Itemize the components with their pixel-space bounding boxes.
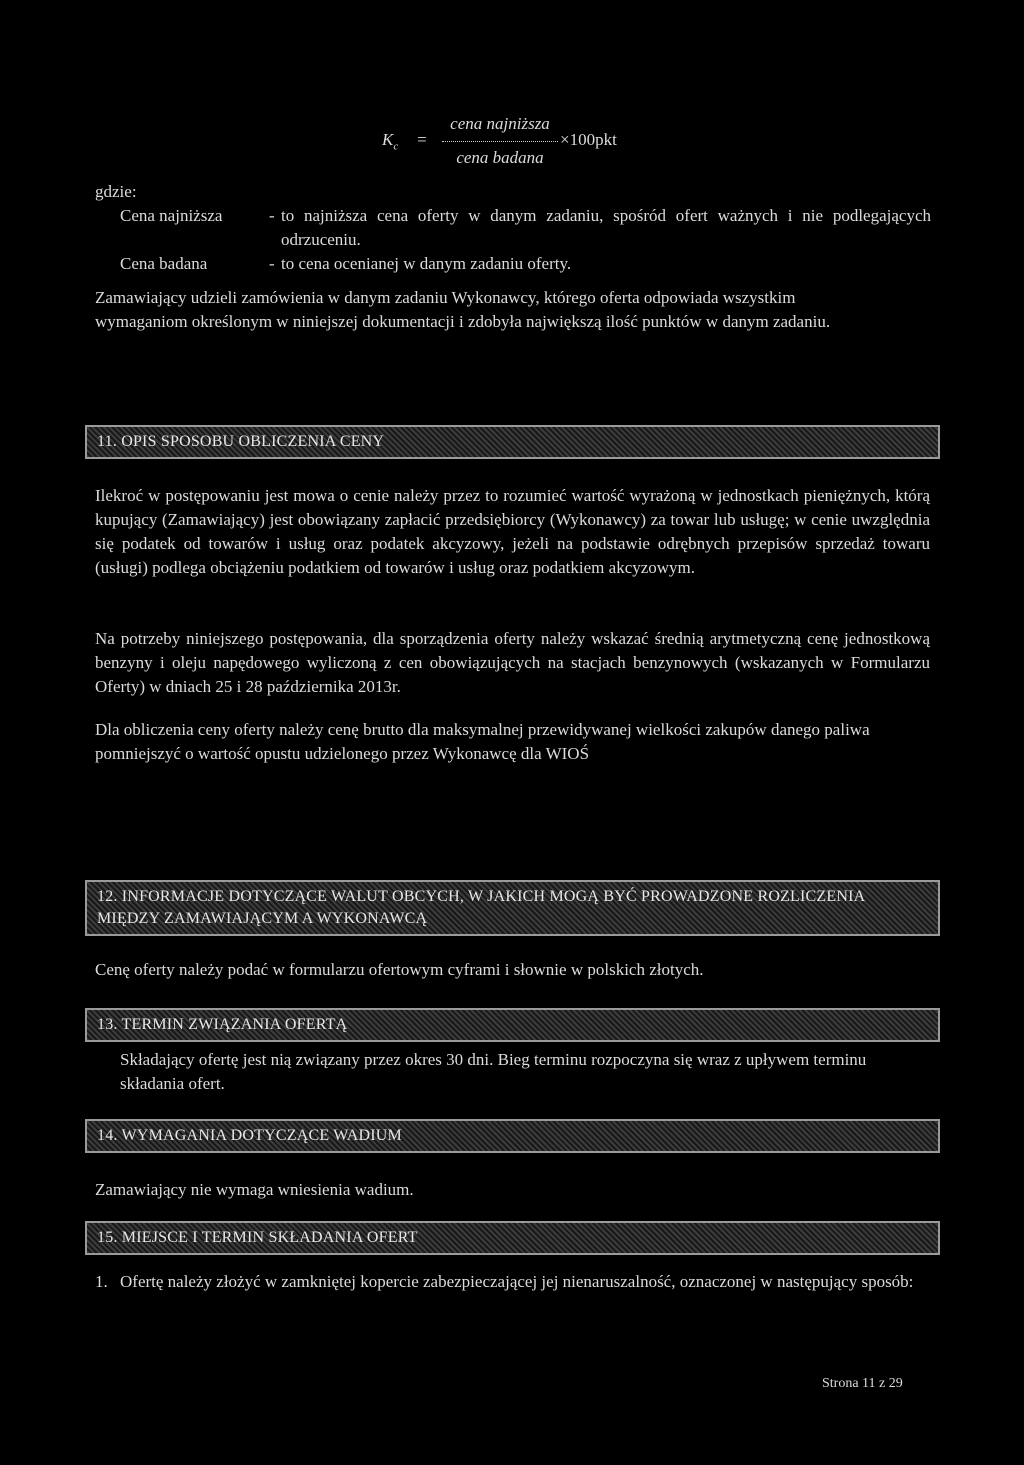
section-12-paragraph: Cenę oferty należy podać w formularzu ofertowym cyframi i słownie w polskich złotych. bbox=[95, 960, 704, 979]
list-item-text: Ofertę należy złożyć w zamkniętej kopercie zabezpieczającej jej nienaruszalność, oznaczonej w następujący sposób: bbox=[120, 1272, 914, 1291]
formula-multiplier: ×100pkt bbox=[560, 130, 617, 149]
formula-equals: = bbox=[416, 130, 428, 149]
section-14-header: 14. WYMAGANIA DOTYCZĄCE WADIUM bbox=[85, 1119, 940, 1153]
scoring-formula bbox=[382, 110, 662, 170]
definition-dash: - bbox=[269, 254, 275, 273]
formula-lhs: $K_c$ bbox=[382, 130, 399, 153]
definition-row bbox=[95, 204, 935, 252]
section-11-header: 11. OPIS SPOSOBU OBLICZENIA CENY bbox=[85, 425, 940, 459]
fraction-bar bbox=[442, 141, 558, 142]
section-13-header: 13. TERMIN ZWIĄZANIA OFERTĄ bbox=[85, 1008, 940, 1042]
definition-term: Cena najniższa bbox=[120, 206, 223, 225]
formula-numerator: cena najniższa bbox=[450, 114, 550, 133]
list-item-number: 1. bbox=[95, 1272, 108, 1291]
section-11-paragraph-1: Ilekroć w postępowaniu jest mowa o cenie należy przez to rozumieć wartość wyrażoną w jednostkach pieniężnych, którą kupujący (Zamawiający) jest obowiązany zapłacić przedsiębiorcy (Wykonawcy) za towar lub usługę; w cenie uwzględnia się podatek od towarów i usług oraz podatek akcyzowy, jeżeli na podstawie odrębnych przepisów sprzedaż towaru (usługi) podlega obciążeniu podatkiem od towarów i usług oraz podatkiem akcyzowym. bbox=[95, 486, 930, 577]
page-number: Strona 11 z 29 bbox=[822, 1376, 903, 1391]
definition-text: to najniższa cena oferty w danym zadaniu, spośród ofert ważnych i nie podlegających odrzuceniu. bbox=[281, 206, 931, 249]
section-12-header: 12. INFORMACJE DOTYCZĄCE WALUT OBCYCH, W JAKICH MOGĄ BYĆ PROWADZONE ROZLICZENIA MIĘDZY ZAMAWIAJĄCYM A WYKONAWCĄ bbox=[85, 880, 940, 936]
award-paragraph: Zamawiający udzieli zamówienia w danym zadaniu Wykonawcy, którego oferta odpowiada wszystkim wymaganiom określonym w niniejszej dokumentacji i zdobyła największą ilość punktów w danym zadaniu. bbox=[95, 288, 831, 331]
section-15-header: 15. MIEJSCE I TERMIN SKŁADANIA OFERT bbox=[85, 1221, 940, 1255]
definitions-intro: gdzie: bbox=[95, 182, 137, 201]
section-14-paragraph: Zamawiający nie wymaga wniesienia wadium. bbox=[95, 1180, 414, 1199]
definition-dash: - bbox=[269, 206, 275, 225]
formula-denominator: cena badana bbox=[456, 148, 544, 167]
section-11-paragraph-2: Na potrzeby niniejszego postępowania, dla sporządzenia oferty należy wskazać średnią arytmetyczną cenę jednostkową benzyny i oleju napędowego wyliczoną z cen obowiązujących na stacjach benzynowych (wskazanych w Formularzu Oferty) w dniach 25 i 28 października 2013r. bbox=[95, 629, 930, 696]
definitions bbox=[95, 180, 935, 276]
definition-text: to cena ocenianej w danym zadaniu oferty. bbox=[281, 254, 572, 273]
section-11-paragraph-3: Dla obliczenia ceny oferty należy cenę brutto dla maksymalnej przewidywanej wielkości zakupów danego paliwa pomniejszyć o wartość opustu udzielonego przez Wykonawcę dla WIOŚ bbox=[95, 720, 870, 763]
definition-row bbox=[95, 252, 935, 276]
section-13-paragraph: Składający ofertę jest nią związany przez okres 30 dni. Bieg terminu rozpoczyna się wraz z upływem terminu składania ofert. bbox=[120, 1050, 867, 1093]
definition-term: Cena badana bbox=[120, 254, 208, 273]
